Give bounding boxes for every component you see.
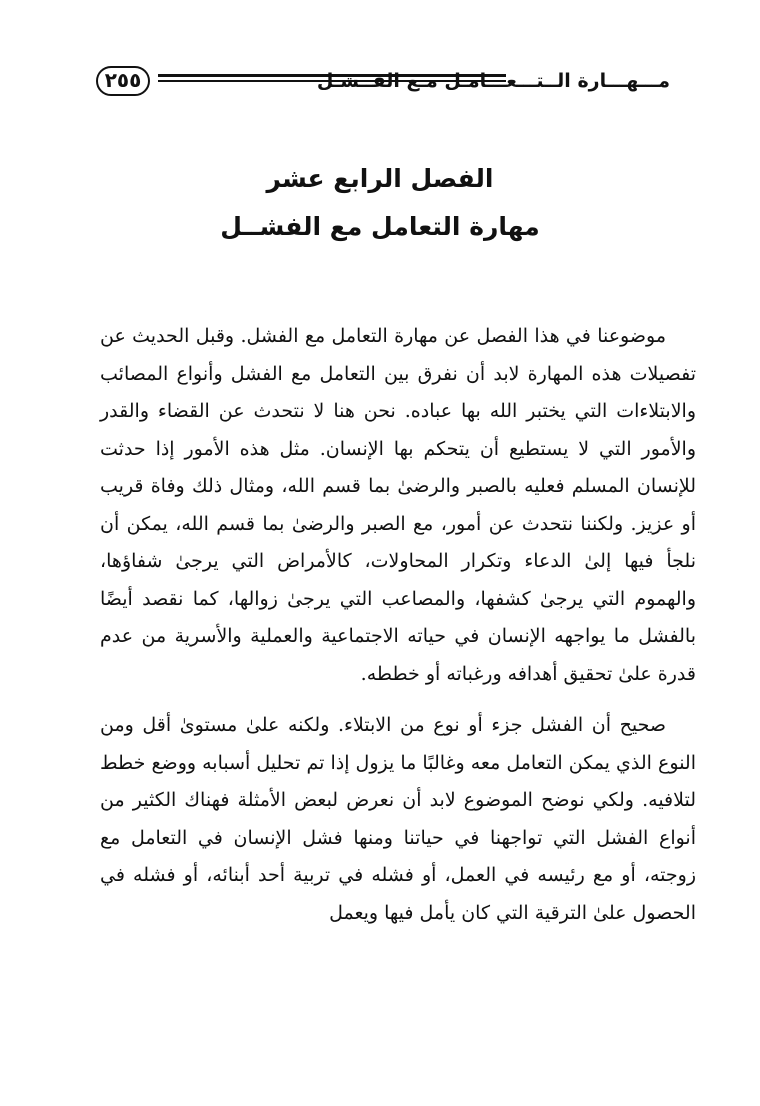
page-number-badge: ٢٥٥ [96,66,150,96]
chapter-title: مهارة التعامل مع الفشــل [220,212,540,241]
paragraph-2: صحيح أن الفشل جزء أو نوع من الابتلاء. ولكنه علىٰ مستوىٰ أقل ومن النوع الذي يمكن التعامل معه وغالبًا ما يزول إذا تم تحليل أسبابه ووضع خطط لتلافيه. ولكي نوضح الموضوع لابد أن نعرض لبعض الأمثلة فهناك الكثير من أنواع الفشل التي تواجهنا في حياتنا ومنها فشل الإنسان في التعامل مع زوجته، أو مع رئيسه في العمل، أو فشله في تربية أحد أبنائه، أو فشله في الحصول علىٰ الترقية التي كان يأمل فيها ويعمل [100,714,696,924]
chapter-number: الفصل الرابع عشر [266,164,494,193]
paragraph-1: موضوعنا في هذا الفصل عن مهارة التعامل مع الفشل. وقبل الحديث عن تفصيلات هذه المهارة لابد أن نفرق بين التعامل مع الفشل وأنواع المصائب والابتلاءات التي يختبر الله بها عباده. نحن هنا لا نتحدث عن القضاء والقدر والأمور التي لا يستطيع أن يتحكم بها الإنسان. مثل هذه الأمور إذا حدثت للإنسان المسلم فعليه بالصبر والرضىٰ بما قسم الله، ومثال ذلك وفاة قريب أو عزيز. ولكننا نتحدث عن أمور، مع الصبر والرضىٰ بما قسم الله، يمكن أن نلجأ فيها إلىٰ الدعاء وتكرار المحاولات، كالأمراض التي يرجىٰ شفاؤها، والهموم التي يرجىٰ كشفها، والمصاعب التي يرجىٰ زوالها، كما نقصد أيضًا بالفشل ما يواجهه الإنسان في حياته الاجتماعية والعملية والأسرية من عدم قدرة علىٰ تحقيق أهدافه ورغباته أو خططه. [100,325,697,685]
running-title: مـــهـــارة الــتـــعـــامـل مـع الفــشـل [316,70,670,92]
page-header [96,62,670,102]
body-text [100,318,696,932]
